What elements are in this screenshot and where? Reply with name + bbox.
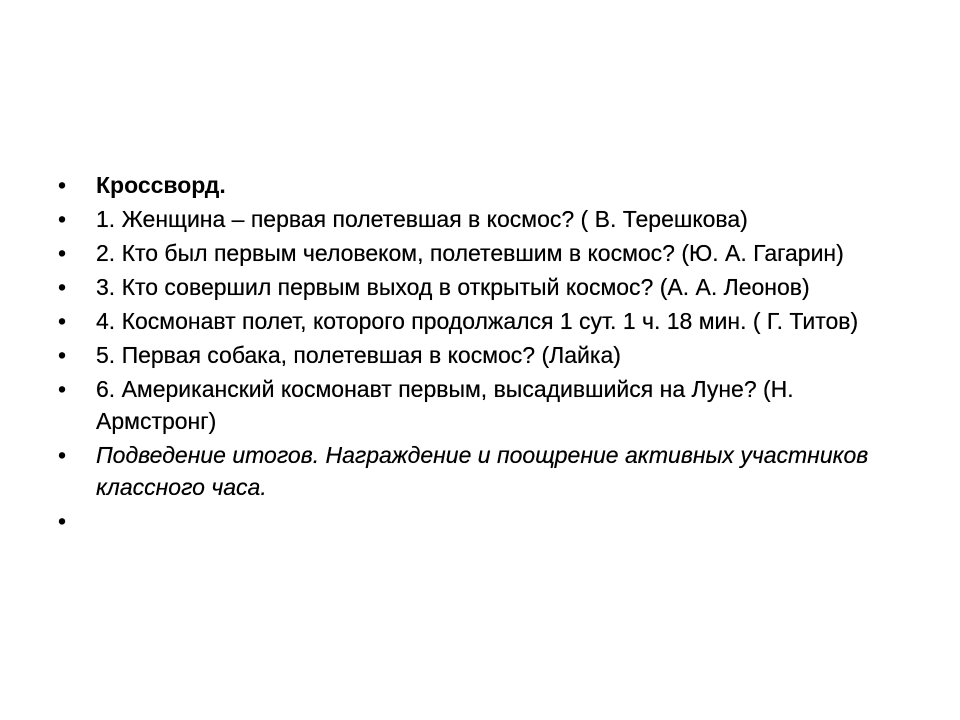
bullet-marker: • — [58, 508, 67, 534]
list-item-question-2 — [58, 237, 918, 269]
question-5-text: 5. Первая собака, полетевшая в космос? (Лайка) — [96, 342, 621, 368]
bullet-marker: • — [58, 206, 67, 232]
bullet-marker: • — [58, 240, 67, 266]
list-item-question-4 — [58, 305, 918, 337]
bullet-marker: • — [58, 342, 67, 368]
bullet-marker: • — [58, 442, 67, 468]
empty-item-text — [96, 505, 918, 537]
list-item-question-6 — [58, 373, 918, 437]
list-item-question-1 — [58, 203, 918, 235]
question-1-text: 1. Женщина – первая полетевшая в космос? ( В. Терешкова) — [96, 206, 748, 232]
bullet-list — [58, 169, 918, 537]
question-4-text: 4. Космонавт полет, которого продолжался 1 сут. 1 ч. 18 мин. ( Г. Титов) — [96, 308, 859, 334]
list-item-summary — [58, 439, 918, 503]
bullet-marker: • — [58, 308, 67, 334]
summary-text: Подведение итогов. Награждение и поощрение активных участников классного часа. — [96, 442, 869, 500]
question-2-text: 2. Кто был первым человеком, полетевшим в космос? (Ю. А. Гагарин) — [96, 240, 844, 266]
list-item-question-3 — [58, 271, 918, 303]
list-item-empty — [58, 505, 918, 537]
bullet-marker: • — [58, 172, 67, 198]
bullet-marker: • — [58, 376, 67, 402]
list-item-title — [58, 169, 918, 201]
question-6-text: 6. Американский космонавт первым, высадившийся на Луне? (Н. Армстронг) — [96, 376, 794, 434]
question-3-text: 3. Кто совершил первым выход в открытый космос? (А. А. Леонов) — [96, 274, 810, 300]
list-item-question-5 — [58, 339, 918, 371]
crossword-heading: Кроссворд. — [96, 172, 226, 198]
bullet-marker: • — [58, 274, 67, 300]
